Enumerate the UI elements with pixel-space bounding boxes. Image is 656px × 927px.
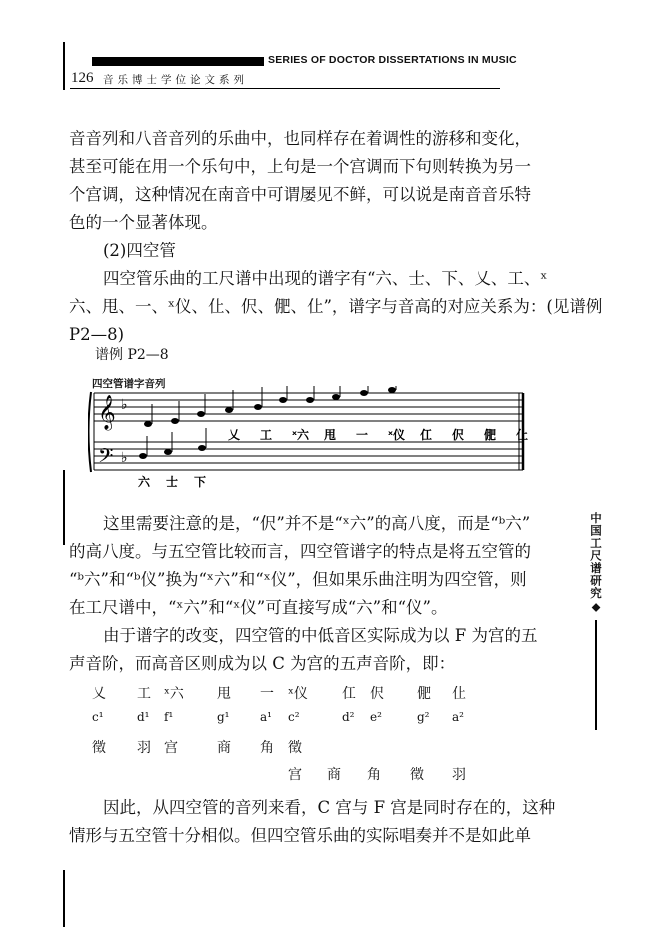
- heading-text: (2)四空管: [103, 241, 176, 260]
- svg-text:𝄞: 𝄞: [98, 395, 116, 430]
- table-cell: 角: [260, 740, 274, 756]
- note-head: [254, 404, 262, 410]
- table-cell: c¹: [92, 710, 104, 724]
- table-cell: 工: [137, 686, 151, 702]
- paragraph-2: [69, 265, 603, 349]
- table-cell: 徵: [288, 740, 302, 756]
- staff-label: 六: [138, 475, 151, 489]
- table-cell: 角: [367, 767, 381, 783]
- table-cell: 羽: [137, 740, 151, 756]
- table-cell: 一: [260, 686, 274, 702]
- table-cell: 宫: [164, 740, 178, 756]
- staff-label: 下: [194, 475, 207, 489]
- paragraph-4: [69, 622, 567, 678]
- text-line: 由于谱字的改变，四空管的中低音区实际成为以 F 为宫的五: [103, 626, 538, 645]
- note-head: [144, 421, 152, 427]
- left-margin-rule-bottom: [63, 870, 65, 927]
- note-head: [198, 445, 206, 451]
- table-row-chars: [92, 683, 492, 707]
- table-cell: ˣ仪: [288, 686, 308, 702]
- table-cell: e²: [370, 710, 382, 724]
- side-chapter-text: 中国工尺谱研究: [589, 512, 603, 600]
- staff-label: 俷: [484, 428, 497, 442]
- staff-label: 工: [260, 428, 273, 442]
- table-cell: 商: [327, 767, 341, 783]
- svg-text:♭: ♭: [121, 397, 128, 413]
- staff-label: ˣ仪: [388, 428, 405, 442]
- text-line: P2—8): [69, 325, 125, 344]
- table-cell: a¹: [260, 710, 272, 724]
- table-cell: 宫: [288, 767, 302, 783]
- text-line: 这里需要注意的是，“伬”并不是“ˣ六”的高八度，而是“ᵇ六”: [103, 514, 531, 533]
- staff-title: 四空管谱字音列: [92, 378, 166, 390]
- staff-label: 甩: [324, 428, 337, 442]
- table-cell: 羽: [452, 767, 466, 783]
- note-head: [332, 394, 340, 400]
- table-cell: 仩: [452, 686, 466, 702]
- note-head: [225, 407, 233, 413]
- left-margin-rule-middle: [63, 470, 65, 545]
- svg-text:♭: ♭: [121, 450, 128, 466]
- music-staff-figure: [88, 386, 538, 496]
- table-cell: 伬: [370, 686, 384, 702]
- table-cell: 徵: [92, 740, 106, 756]
- side-rule: [595, 620, 597, 730]
- text-line: 色的一个显著体现。: [69, 213, 218, 232]
- note-head: [360, 390, 368, 396]
- note-head: [388, 387, 396, 393]
- table-cell: g²: [417, 710, 430, 724]
- paragraph-1: [69, 125, 567, 237]
- left-margin-rule-top: [63, 42, 65, 90]
- page-number: 126: [71, 70, 94, 86]
- table-row-low-modes: [92, 737, 492, 761]
- header-black-bar: [92, 57, 264, 66]
- note-head: [197, 411, 205, 417]
- table-cell: 商: [217, 740, 231, 756]
- text-line: 因此，从四空管的音列来看，C 宫与 F 宫是同时存在的，这种: [103, 798, 556, 817]
- text-line: 甚至可能在用一个乐句中，上句是一个宫调而下句则转换为另一: [69, 157, 531, 176]
- text-line: 音音列和八音音列的乐曲中，也同样存在着调性的游移和变化，: [69, 129, 531, 148]
- series-title-chinese: 音乐博士学位论文系列: [103, 74, 248, 86]
- text-line: 个宫调，这种情况在南音中可谓屡见不鲜，可以说是南音音乐特: [69, 185, 531, 204]
- text-line: 声音阶，而高音区则成为以 C 为宫的五声音阶，即：: [69, 654, 456, 673]
- staff-label: 一: [356, 428, 369, 442]
- text-line: 在工尺谱中，“ˣ六”和“ˣ仪”可直接写成“六”和“仪”。: [69, 598, 448, 617]
- table-cell: c²: [288, 710, 300, 724]
- staff-label: 士: [166, 475, 179, 489]
- table-row-pitches: [92, 710, 492, 734]
- table-cell: d¹: [137, 710, 150, 724]
- table-cell: 俷: [417, 686, 431, 702]
- table-cell: ˣ六: [164, 686, 184, 702]
- note-head: [164, 449, 172, 455]
- side-diamond-icon: ◆: [589, 599, 603, 615]
- table-cell: g¹: [217, 710, 230, 724]
- table-row-high-modes: [92, 764, 492, 788]
- text-line: 的高八度。与五空管比较而言，四空管谱字的特点是将五空管的: [69, 542, 531, 561]
- table-cell: 仜: [342, 686, 356, 702]
- series-title-english: SERIES OF DOCTOR DISSERTATIONS IN MUSIC: [268, 54, 517, 66]
- staff-label: 伬: [452, 428, 465, 442]
- section-heading: [103, 237, 403, 265]
- table-cell: 徵: [410, 767, 424, 783]
- example-label: 谱例 P2—8: [95, 347, 169, 363]
- side-chapter-label: [588, 512, 604, 615]
- paragraph-3: [69, 510, 567, 622]
- header-rule: [70, 88, 500, 89]
- note-head: [279, 397, 287, 403]
- text-line: 六、甩、一、ˣ仪、仩、伬、俷、仩”，谱字与音高的对应关系为：(见谱例: [69, 297, 603, 316]
- note-head: [139, 453, 147, 459]
- staff-label: 仜: [420, 428, 433, 442]
- svg-text:𝄢: 𝄢: [98, 444, 114, 472]
- note-head: [306, 397, 314, 403]
- table-cell: 甩: [217, 686, 231, 702]
- text-line: “ᵇ六”和“ᵇ仪”换为“ˣ六”和“ˣ仪”，但如果乐曲注明为四空管，则: [69, 570, 527, 589]
- note-head: [171, 418, 179, 424]
- table-cell: 乂: [92, 686, 106, 702]
- table-cell: d²: [342, 710, 355, 724]
- table-cell: f¹: [164, 710, 174, 724]
- staff-label: ˣ六: [292, 428, 309, 442]
- staff-label: 仩: [516, 428, 529, 442]
- text-line: 情形与五空管十分相似。但四空管乐曲的实际唱奏并不是如此单: [69, 826, 531, 845]
- text-line: 四空管乐曲的工尺谱中出现的谱字有“六、士、下、乂、工、ˣ: [103, 269, 548, 288]
- paragraph-5: [69, 794, 567, 850]
- table-cell: a²: [452, 710, 464, 724]
- staff-label: 乂: [228, 428, 241, 442]
